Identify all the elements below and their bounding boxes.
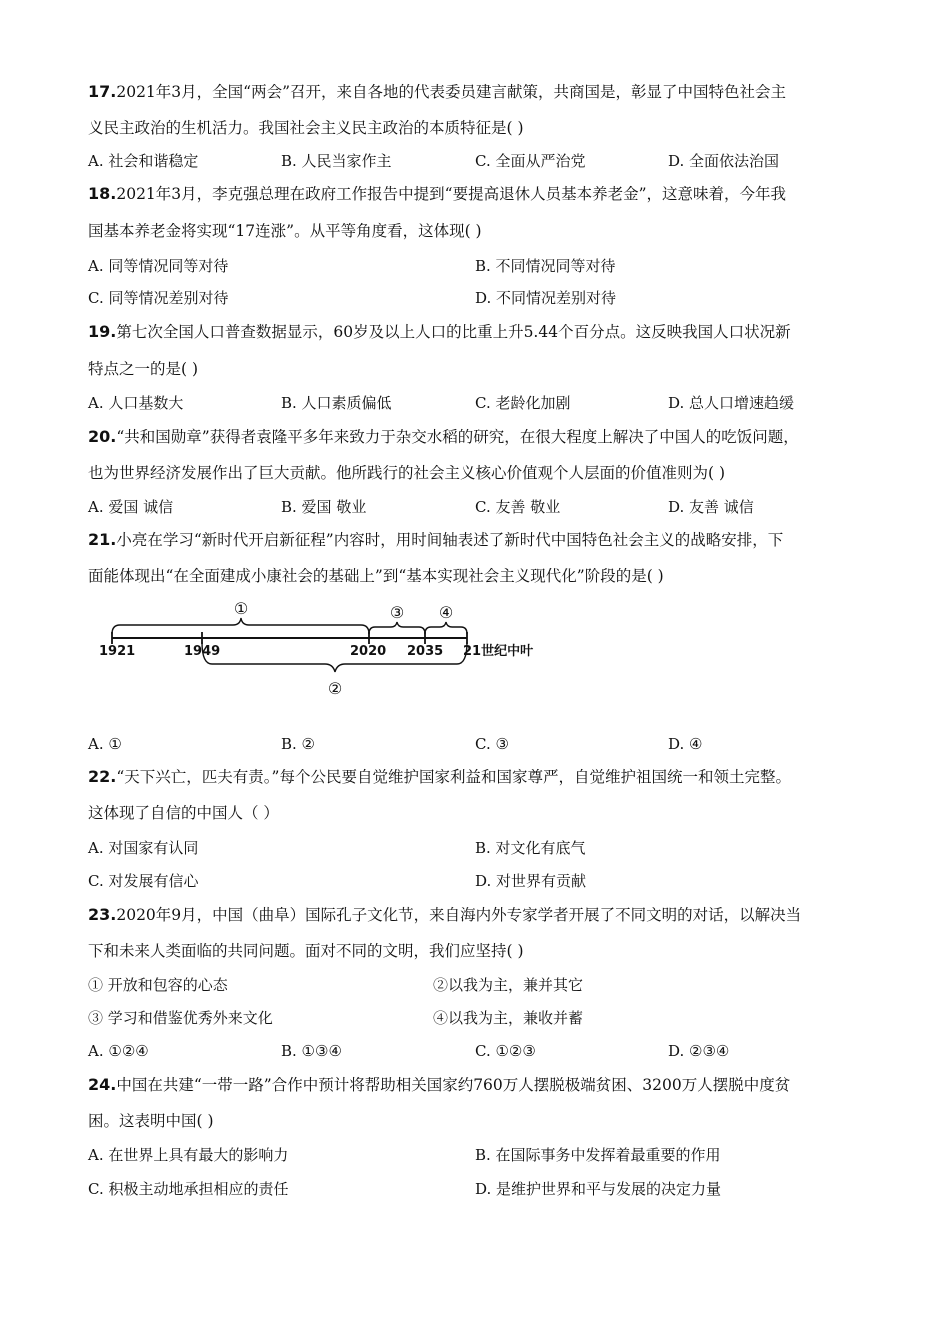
option-a[interactable]: A. 同等情况同等对待 xyxy=(88,257,229,275)
option-a[interactable]: A. 人口基数大 xyxy=(88,394,184,412)
option-c[interactable]: C. 友善 敬业 xyxy=(475,498,561,516)
question-number: 18. xyxy=(88,184,117,203)
option-a[interactable]: A. 对国家有认同 xyxy=(88,839,199,857)
question-22-line-1: 22.“天下兴亡，匹夫有责。”每个公民要自觉维护国家利益和国家尊严，自觉维护祖国统一和领土完整。 xyxy=(88,767,791,786)
question-20-line-1: 20.“共和国勋章”获得者袁隆平多年来致力于杂交水稻的研究，在很大程度上解决了中国人的吃饭问题， xyxy=(88,427,799,446)
option-b[interactable]: B. ①③④ xyxy=(281,1042,342,1060)
option-b[interactable]: B. 人民当家作主 xyxy=(281,152,392,170)
question-number: 17. xyxy=(88,82,117,101)
option-c[interactable]: C. 对发展有信心 xyxy=(88,872,199,890)
bracket-4 xyxy=(425,622,467,634)
option-a[interactable]: A. ① xyxy=(88,735,122,753)
option-b[interactable]: B. 对文化有底气 xyxy=(475,839,586,857)
question-17-line-2: 义民主政治的生机活力。我国社会主义民主政治的本质特征是( ) xyxy=(88,119,524,137)
question-18-line-2: 国基本养老金将实现“17连涨”。从平等角度看，这体现( ) xyxy=(88,222,482,240)
bracket-2-label: ② xyxy=(327,679,343,698)
option-b[interactable]: B. ② xyxy=(281,735,316,753)
timeline-diagram xyxy=(95,598,565,702)
question-23-line-2: 下和未来人类面临的共同问题。面对不同的文明，我们应坚持( ) xyxy=(88,942,524,960)
question-20-line-2: 也为世界经济发展作出了巨大贡献。他所践行的社会主义核心价值观个人层面的价值准则为( ) xyxy=(88,464,726,482)
option-d[interactable]: D. ④ xyxy=(668,735,703,753)
option-a[interactable]: A. 在世界上具有最大的影响力 xyxy=(88,1146,289,1164)
option-c[interactable]: C. 全面从严治党 xyxy=(475,152,586,170)
option-a[interactable]: A. 社会和谐稳定 xyxy=(88,152,199,170)
timeline-label-1921: 1921 xyxy=(99,644,136,659)
option-d[interactable]: D. 不同情况差别对待 xyxy=(475,289,617,307)
statement-2: ②以我为主，兼并其它 xyxy=(433,976,584,994)
option-d[interactable]: D. 总人口增速趋缓 xyxy=(668,394,795,412)
option-c[interactable]: C. 老龄化加剧 xyxy=(475,394,571,412)
option-d[interactable]: D. 全面依法治国 xyxy=(668,152,780,170)
statement-3: ③ 学习和借鉴优秀外来文化 xyxy=(88,1009,273,1027)
question-number: 22. xyxy=(88,767,117,786)
option-a[interactable]: A. 爱国 诚信 xyxy=(88,498,174,516)
bracket-1 xyxy=(112,618,369,634)
question-18-line-1: 18.2021年3月，李克强总理在政府工作报告中提到“要提高退休人员基本养老金”，这意味着，今年我 xyxy=(88,184,787,203)
bracket-4-label: ④ xyxy=(438,603,454,622)
option-c[interactable]: C. ①②③ xyxy=(475,1042,536,1060)
timeline-label-mid-century: 21世纪中叶 xyxy=(463,644,534,659)
question-17-line-1: 17.2021年3月，全国“两会”召开，来自各地的代表委员建言献策，共商国是，彰显了中国特色社会主 xyxy=(88,82,787,101)
question-number: 21. xyxy=(88,530,117,549)
question-23-line-1: 23.2020年9月，中国（曲阜）国际孔子文化节，来自海内外专家学者开展了不同文明的对话，以解决当 xyxy=(88,905,802,924)
option-b[interactable]: B. 人口素质偏低 xyxy=(281,394,392,412)
statement-1: ① 开放和包容的心态 xyxy=(88,976,228,994)
option-d[interactable]: D. 友善 诚信 xyxy=(668,498,754,516)
question-21-line-2: 面能体现出“在全面建成小康社会的基础上”到“基本实现社会主义现代化”阶段的是( ) xyxy=(88,567,664,585)
option-d[interactable]: D. ②③④ xyxy=(668,1042,730,1060)
option-b[interactable]: B. 爱国 敬业 xyxy=(281,498,367,516)
question-number: 20. xyxy=(88,427,117,446)
option-d[interactable]: D. 是维护世界和平与发展的决定力量 xyxy=(475,1180,722,1198)
question-21-line-1: 21.小亮在学习“新时代开启新征程”内容时，用时间轴表述了新时代中国特色社会主义的战略安排，下 xyxy=(88,530,784,549)
question-22-line-2: 这体现了自信的中国人（ ） xyxy=(88,804,279,822)
timeline-label-1949: 1949 xyxy=(184,644,221,659)
statement-4: ④以我为主，兼收并蓄 xyxy=(433,1009,584,1027)
timeline-label-2035: 2035 xyxy=(407,644,444,659)
question-number: 24. xyxy=(88,1075,117,1094)
question-19-line-2: 特点之一的是( ) xyxy=(88,360,199,378)
option-c[interactable]: C. 积极主动地承担相应的责任 xyxy=(88,1180,289,1198)
bracket-3-label: ③ xyxy=(389,603,405,622)
option-b[interactable]: B. 在国际事务中发挥着最重要的作用 xyxy=(475,1146,721,1164)
option-d[interactable]: D. 对世界有贡献 xyxy=(475,872,587,890)
question-number: 19. xyxy=(88,322,117,341)
option-c[interactable]: C. 同等情况差别对待 xyxy=(88,289,229,307)
option-c[interactable]: C. ③ xyxy=(475,735,509,753)
question-19-line-1: 19.第七次全国人口普查数据显示，60岁及以上人口的比重上升5.44个百分点。这反映我国人口状况新 xyxy=(88,322,791,341)
option-b[interactable]: B. 不同情况同等对待 xyxy=(475,257,616,275)
timeline-label-2020: 2020 xyxy=(350,644,387,659)
bracket-1-label: ① xyxy=(233,599,249,618)
option-a[interactable]: A. ①②④ xyxy=(88,1042,149,1060)
question-number: 23. xyxy=(88,905,117,924)
question-24-line-2: 困。这表明中国( ) xyxy=(88,1112,214,1130)
question-24-line-1: 24.中国在共建“一带一路”合作中预计将帮助相关国家约760万人摆脱极端贫困、3200万人摆脱中度贫 xyxy=(88,1075,791,1094)
bracket-3 xyxy=(369,622,425,634)
